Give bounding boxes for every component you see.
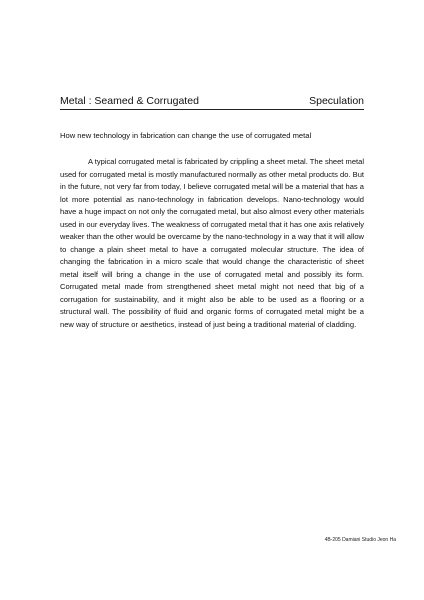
page-header bbox=[60, 95, 364, 107]
section-label: Speculation bbox=[309, 95, 364, 107]
page-footer: 4B-205 Damiani Studio Jeon Ha bbox=[324, 537, 396, 543]
document-title: Metal : Seamed & Corrugated bbox=[60, 95, 199, 107]
body-paragraph: A typical corrugated metal is fabricated by crippling a sheet metal. The sheet metal used for corrugated metal is mostly manufactured normally as other metal products do. But in the future, not very far from today, I believe corrugated metal will be a material that has a lot more potential as nano-technology in fabrication develops. Nano-technology would have a huge impact on not only the corrugated metal, but also almost every other materials used in our everyday lives. The weakness of corrugated metal that it has one axis relatively weaker than the other would be overcame by the nano-technology in a way that it will allow to change a plain sheet metal to have a corrugated molecular structure. The idea of changing the fabrication in a micro scale that would change the characteristic of sheet metal itself will bring a change in the use of corrugated metal and possibly its form. Corrugated metal made from strengthened sheet metal might not need that big of a corrugation for sustainability, and it might also be able to be used as a flooring or a structural wall. The possibility of fluid and organic forms of corrugated metal might be a new way of structure or aesthetics, instead of just being a traditional material of cladding. bbox=[60, 157, 364, 329]
document-subtitle: How new technology in fabrication can change the use of corrugated metal bbox=[60, 131, 312, 140]
header-divider bbox=[60, 109, 364, 110]
